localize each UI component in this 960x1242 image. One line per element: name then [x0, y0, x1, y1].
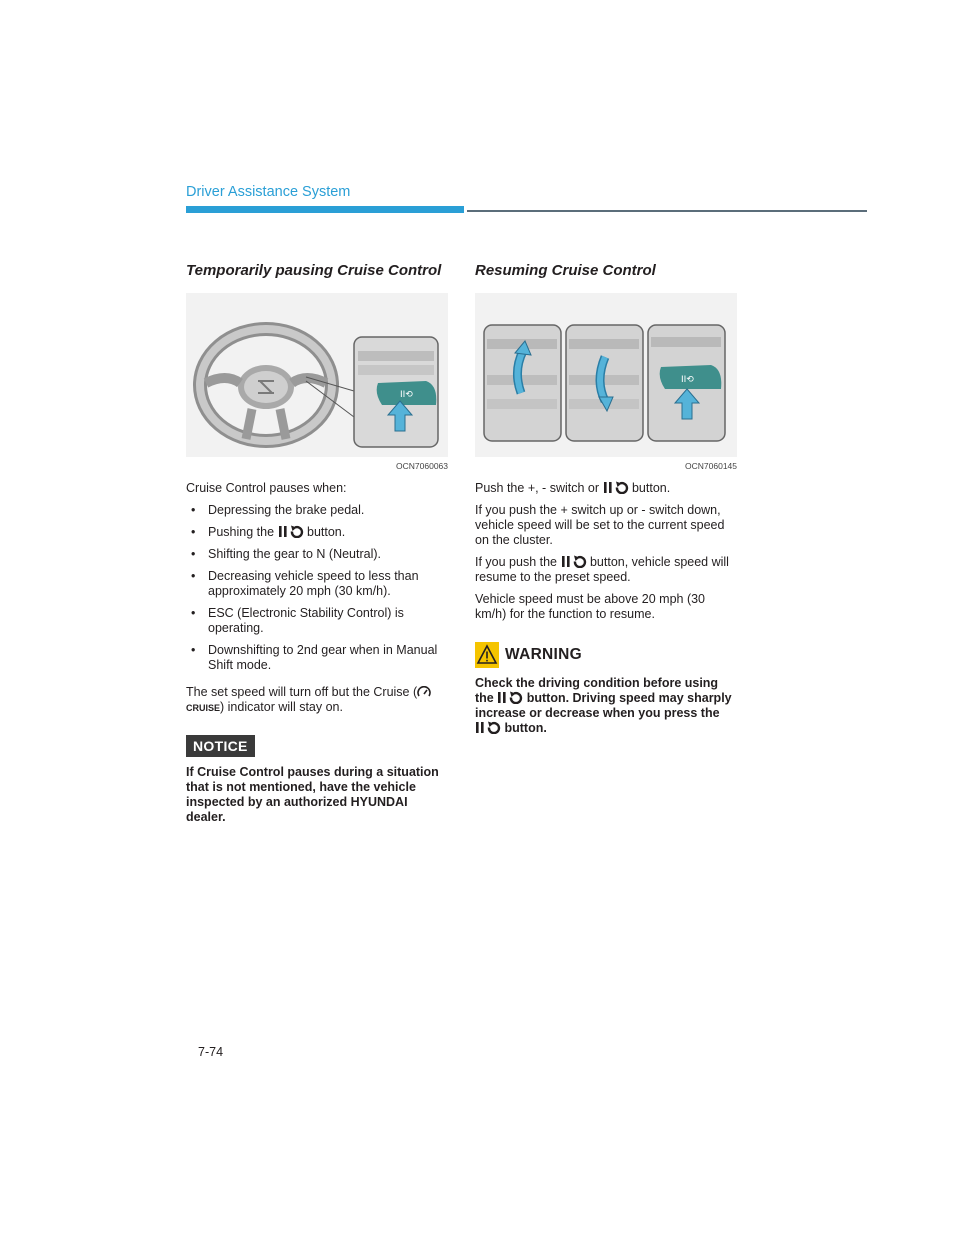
pause-resume-icon	[278, 525, 304, 538]
svg-text:II⟲: II⟲	[681, 375, 694, 385]
right-heading: Resuming Cruise Control	[475, 262, 656, 279]
speed-requirement: Vehicle speed must be above 20 mph (30 km/h) for the function to resume.	[475, 592, 706, 621]
pause-resume-icon	[603, 481, 629, 494]
resume-step: Push the +, - switch or button.	[475, 481, 671, 495]
switch-figure	[475, 293, 737, 457]
list-item: • Pushing the button.	[186, 525, 448, 540]
pause-intro: Cruise Control pauses when:	[186, 481, 347, 495]
notice-text: If Cruise Control pauses during a situation that is not mentioned, have the vehicle inspected by an authorized HYUNDAI dealer.	[186, 765, 439, 824]
list-item: • Depressing the brake pedal.	[186, 503, 448, 518]
notice-badge: NOTICE	[186, 735, 255, 757]
pause-resume-icon	[475, 721, 501, 734]
warning-header	[475, 642, 737, 668]
pause-conditions-list	[186, 503, 448, 673]
resume-description: If you push the button, vehicle speed will resume to the preset speed.	[475, 555, 729, 584]
switch-illustration	[475, 293, 733, 457]
header-thin-rule	[467, 210, 867, 212]
left-heading: Temporarily pausing Cruise Control	[186, 262, 442, 279]
pause-resume-icon	[561, 555, 587, 568]
left-column	[186, 262, 448, 825]
page-number: 7-74	[198, 1045, 224, 1059]
warning-icon	[475, 642, 499, 668]
set-speed-note: The set speed will turn off but the Cruise (CRUISE) indicator will stay on.	[186, 685, 448, 716]
cruise-indicator-icon	[417, 686, 431, 698]
list-item: • Downshifting to 2nd gear when in Manual Shift mode.	[186, 643, 448, 673]
steering-wheel-illustration	[186, 293, 448, 457]
list-item: • Shifting the gear to N (Neutral).	[186, 547, 448, 562]
warning-title: WARNING	[505, 646, 583, 663]
pause-resume-icon	[497, 691, 523, 704]
list-item: • ESC (Electronic Stability Control) is operating.	[186, 606, 448, 636]
svg-text:II⟲: II⟲	[400, 390, 413, 400]
switch-description: If you push the + switch up or - switch down, vehicle speed will be set to the current speed on the cluster.	[475, 503, 725, 547]
steering-wheel-figure	[186, 293, 448, 457]
list-item: • Decreasing vehicle speed to less than approximately 20 mph (30 km/h).	[186, 569, 448, 599]
warning-text: Check the driving condition before using the button. Driving speed may sharply increase or decrease when you press the button.	[475, 676, 732, 735]
header-accent-rule	[186, 206, 464, 213]
cruise-label: CRUISE	[186, 703, 221, 713]
section-title: Driver Assistance System	[186, 184, 351, 200]
left-figure-caption: OCN7060063	[396, 461, 448, 471]
right-figure-caption: OCN7060145	[685, 461, 737, 471]
right-column	[475, 262, 737, 736]
